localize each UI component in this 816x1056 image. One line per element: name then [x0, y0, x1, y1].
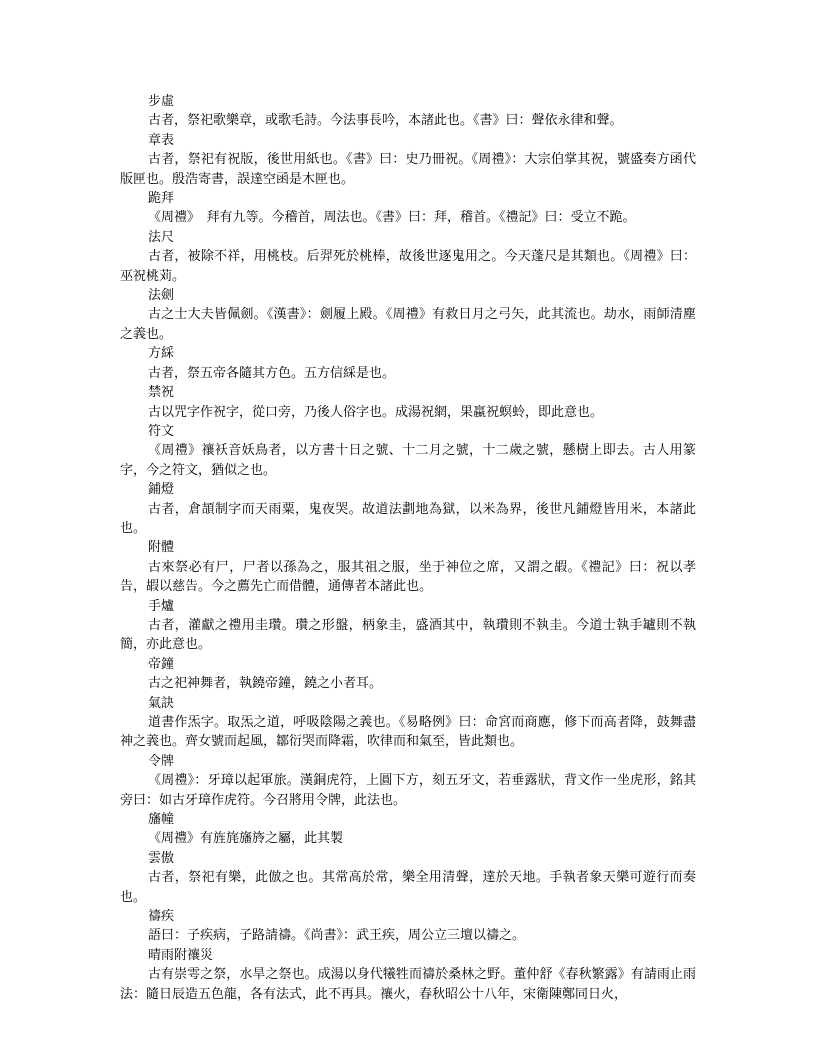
entry-term: 鋪燈: [148, 482, 175, 498]
entry-text: 古之士大夫皆佩劍。《漢書》：劍履上殿。《周禮》有救日月之弓矢，此其流也。劫水，雨師清塵之義也。: [120, 307, 696, 342]
entry-text: 《周禮》有旌旄旛旍之屬，此其製: [148, 831, 344, 847]
entry-term: 跪拜: [148, 191, 175, 207]
entry-text: 古之祀神舞者，執鐃帝鐘，鐃之小者耳。: [148, 676, 383, 692]
entry: [120, 597, 696, 655]
entry-term: 手爐: [148, 598, 175, 614]
entry-text: 《周禮》 拜有九等。今稽首，周法也。《書》曰：拜，稽首。《禮記》曰：受立不跪。: [148, 210, 636, 226]
entry-text: 古有崇雩之祭，水旱之祭也。成湯以身代犧牲而禱於桑林之野。董仲舒《春秋繁露》有請雨止雨法：隨日辰造五色龍，各有法式，此不再具。禳火，春秋昭公十八年，宋衛陳鄭同日火，: [120, 967, 696, 1002]
entry: [120, 946, 696, 1004]
entry-term: 禱疾: [148, 909, 175, 925]
entry-text: 古者，灌獻之禮用圭瓚。瓚之形盤，柄象圭，盛酒其中，執瓚則不執圭。今道士執手罏則不執簡，亦此意也。: [120, 617, 696, 653]
entry-text: 古者，祭祀有祝版，後世用紙也。《書》曰：史乃冊祝。《周禮》：大宗伯掌其祝，號盛奏方函代版匣也。殷浩寄書，誤達空函是木匣也。: [120, 152, 696, 187]
entry-term: 法尺: [148, 229, 175, 245]
entry: [120, 480, 696, 538]
entry: [120, 810, 696, 849]
entry-term: 雲傲: [148, 850, 175, 866]
entry-text: 古者，被除不祥，用桃枝。后羿死於桃棒，故後世逐鬼用之。今天蓬尺是其類也。《周禮》曰：巫祝桃苅。: [120, 249, 696, 284]
entry-text: 古者，祭祀歌樂章，或歌毛詩。今法事長吟，本諸此也。《書》曰：聲依永律和聲。: [148, 113, 623, 129]
entry: [120, 694, 696, 752]
entry-term: 帝鐘: [148, 656, 175, 672]
entry-term: 晴雨附禳災: [148, 947, 214, 963]
entry: [120, 131, 696, 189]
entry-term: 禁祝: [148, 385, 175, 401]
entry-text: 古以咒字作祝字，從口旁，乃後人俗字也。成湯祝網，果蠃祝螟蛉，即此意也。: [148, 404, 604, 420]
document-body: [120, 92, 696, 1004]
entry: [120, 383, 696, 422]
entry-term: 符文: [148, 423, 175, 439]
entry: [120, 422, 696, 480]
entry-text: 語曰：子疾病，子路請禱。《尚書》：武王疾，周公立三壇以禱之。: [148, 928, 526, 944]
entry: [120, 344, 696, 383]
entry-text: 道書作炁字。取炁之道，呼吸陰陽之義也。《易略例》曰：命宮而商應，修下而高者降，鼓舞盡神之義也。齊女號而起風，鄒衍哭而降霜，吹律而和氣至，皆此類也。: [120, 715, 696, 750]
entry-text: 古者，倉頡制字而天雨粟，鬼夜哭。故道法劃地為獄，以米為界，後世凡鋪燈皆用米，本諸此也。: [120, 501, 696, 536]
entry-term: 氣訣: [148, 695, 175, 711]
entry-text: 《周禮》：牙璋以起軍旅。漢銅虎符，上圓下方，刻五牙文，若垂露狀，背文作一坐虎形，銘其旁曰：如古牙璋作虎符。今召將用令牌，此法也。: [120, 773, 696, 808]
entry: [120, 849, 696, 907]
entry: [120, 92, 696, 131]
entry-term: 方綵: [148, 346, 175, 362]
entry: [120, 538, 696, 596]
entry-term: 章表: [148, 132, 175, 148]
entry: [120, 189, 696, 228]
entry: [120, 228, 696, 286]
entry-term: 旛幢: [148, 812, 175, 828]
entry-text: 古者，祭五帝各隨其方色。五方信綵是也。: [148, 365, 396, 381]
entry: [120, 286, 696, 344]
entry-term: 法劍: [148, 288, 175, 304]
entry-text: 古來祭必有尸，尸者以孫為之，服其祖之服，坐于神位之席，又謂之嘏。《禮記》曰：祝以孝告，嘏以慈告。今之薦先亡而借體，通傳者本諸此也。: [120, 559, 696, 595]
entry-text: 《周禮》禳袄音妖鳥者，以方書十日之號、十二月之號，十二歲之號，懸樹上即去。古人用篆字，今之符文，猶似之也。: [120, 443, 696, 478]
entry: [120, 907, 696, 946]
entry: [120, 655, 696, 694]
entry-term: 附體: [148, 540, 175, 556]
entry-term: 步虛: [148, 94, 175, 109]
entry-text: 古者，祭祀有樂，此倣之也。其常高於常，樂全用清聲，達於天地。手執者象天樂可遊行而奏也。: [120, 870, 696, 905]
entry: [120, 752, 696, 810]
entry-term: 令牌: [148, 753, 175, 769]
